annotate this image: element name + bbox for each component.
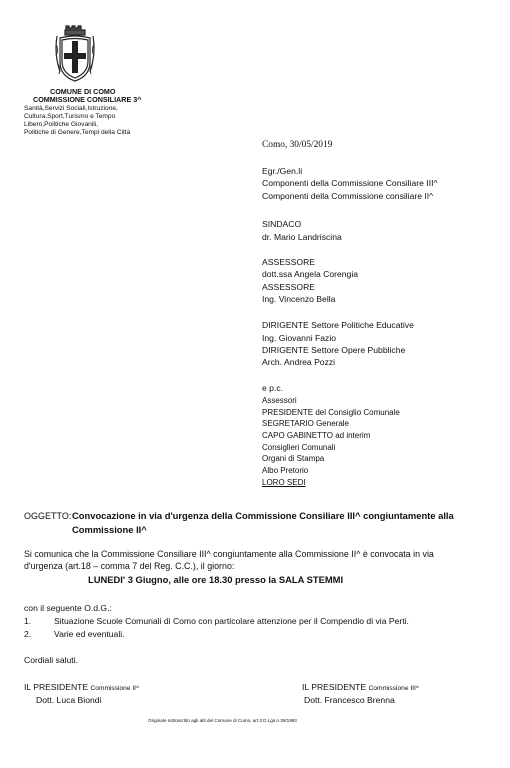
body-text-line: d'urgenza (art.18 – comma 7 del Reg. C.C.), il giorno: xyxy=(24,561,235,571)
cc-item: Organi di Stampa xyxy=(262,454,325,463)
commission-name: COMMISSIONE CONSILIARE 3^ xyxy=(33,95,142,104)
signature-title: IL PRESIDENTE xyxy=(24,682,89,692)
recipient-line: Componenti della Commissione Consiliare III^ xyxy=(262,178,438,188)
cc-item: PRESIDENTE del Consiglio Comunale xyxy=(262,408,400,417)
meeting-details: LUNEDI' 3 Giugno, alle ore 18.30 presso la SALA STEMMI xyxy=(88,574,344,585)
signature-left xyxy=(24,682,139,694)
assessore-title: ASSESSORE xyxy=(262,282,316,292)
commission-desc-line: Politiche di Genere,Tempi della Città xyxy=(24,129,131,136)
cc-item: SEGRETARIO Generale xyxy=(262,419,349,428)
signature-commission: Commissione III^ xyxy=(368,685,419,692)
assessore-name: Ing. Vincenzo Bella xyxy=(262,294,336,304)
sindaco-title: SINDACO xyxy=(262,219,302,229)
cc-item: Albo Pretorio xyxy=(262,466,309,475)
signature-right xyxy=(302,682,419,694)
commission-desc-line: Cultura,Sport,Turismo e Tempo xyxy=(24,113,116,120)
signature-title: IL PRESIDENTE xyxy=(302,682,367,692)
subject-line: Convocazione in via d'urgenza della Commissione Consiliare III^ congiuntamente alla xyxy=(72,510,454,521)
assessore-title: ASSESSORE xyxy=(262,257,316,267)
agenda-item-number: 2. xyxy=(24,629,32,639)
agenda-item-text: Varie ed eventuali. xyxy=(54,629,125,639)
cc-item: CAPO GABINETTO ad interim xyxy=(262,431,371,440)
signature-name: Dott. Luca Biondi xyxy=(36,695,102,705)
assessore-name: dott.ssa Angela Corengia xyxy=(262,269,359,279)
agenda-intro: con il seguente O.d.G.: xyxy=(24,603,112,613)
dirigente-title: DIRIGENTE Settore Politiche Educative xyxy=(262,320,414,330)
dirigente-title: DIRIGENTE Settore Opere Pubbliche xyxy=(262,345,406,355)
dirigente-name: Arch. Andrea Pozzi xyxy=(262,357,336,367)
dirigente-name: Ing. Giovanni Fazio xyxy=(262,333,337,343)
body-text-line: Si comunica che la Commissione Consiliare III^ congiuntamente alla Commissione II^ è convocata in via xyxy=(24,549,434,559)
signature-name: Dott. Francesco Brenna xyxy=(304,695,395,705)
recipients-greeting: Egr./Gen.li xyxy=(262,166,303,176)
cc-label: e p.c. xyxy=(262,383,284,393)
footer-note: Originale sottoscritto agli atti del Comune di Como, art.3 D.Lgs.n.39/1993 xyxy=(148,718,297,723)
agenda-item-number: 1. xyxy=(24,616,32,626)
closing-greeting: Cordiali saluti. xyxy=(24,655,78,665)
cc-item: Consiglieri Comunali xyxy=(262,443,336,452)
commission-desc-line: Sanità,Servizi Sociali,Istruzione, xyxy=(24,105,118,112)
org-name: COMUNE DI COMO xyxy=(50,87,116,96)
cc-item: Assessori xyxy=(262,396,297,405)
signature-commission: Commissione II^ xyxy=(90,685,140,692)
subject-line: Commissione II^ xyxy=(72,524,147,535)
cc-item: LORO SEDI xyxy=(262,478,306,487)
document-date: Como, 30/05/2019 xyxy=(262,140,333,150)
subject-label: OGGETTO: xyxy=(24,511,72,521)
agenda-item-text: Situazione Scuole Comunali di Como con particolare attenzione per il Compendio di via Perti. xyxy=(54,616,409,626)
sindaco-name: dr. Mario Landriscina xyxy=(262,232,342,242)
recipient-line: Componenti della Commissione consiliare II^ xyxy=(262,191,434,201)
commission-desc-line: Libero,Politiche Giovanili, xyxy=(24,121,99,128)
coat-of-arms-logo xyxy=(54,24,96,84)
